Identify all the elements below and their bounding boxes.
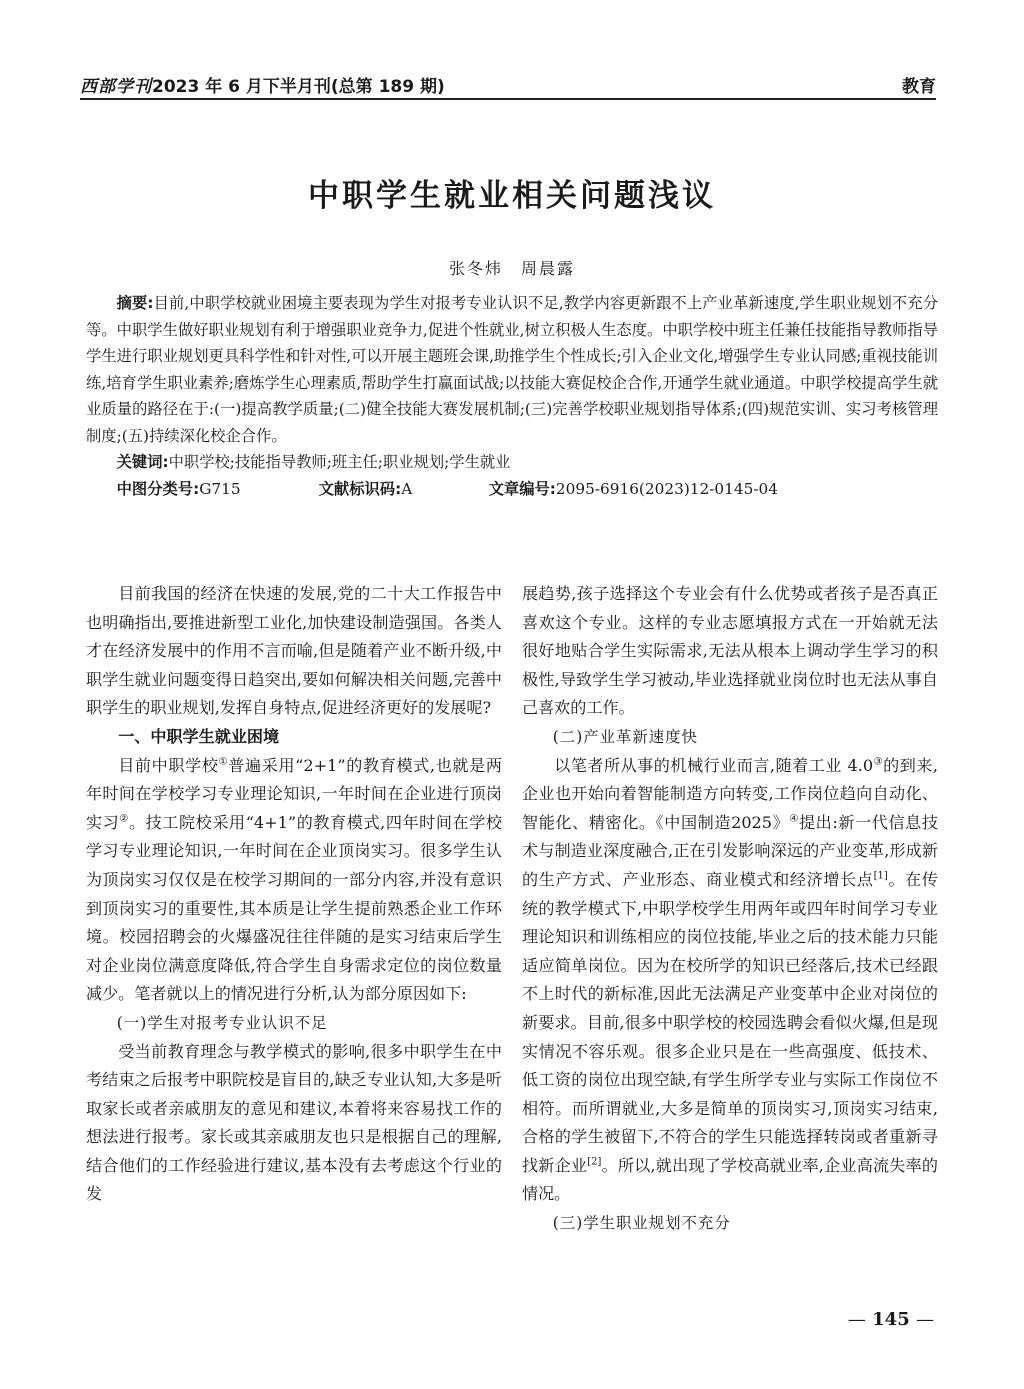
footnote-marker: ①	[218, 756, 229, 768]
body-paragraph: 受当前教育理念与教学模式的影响,很多中职学生在中考结束之后报考中职院校是盲目的,缺乏专业认知,大多是听取家长或者亲戚朋友的意见和建议,本着将来容易找工作的想法进行报考。家长或其亲戚朋友也只是根据自己的理解,结合他们的工作经验进行建议,基本没有去考虑这个行业的发	[86, 1041, 502, 1204]
body-paragraph: 目前我国的经济在快速的发展,党的二十大工作报告中也明确指出,要推进新型工业化,加快建设制造强国。各类人才在经济发展中的作用不言而喻,但是随着产业不断升级,中职学生就业问题变得日趋突出,要如何解决相关问题,完善中职学生的职业规划,发挥自身特点,促进经济更好的发展呢?	[86, 584, 502, 718]
journal-issue	[80, 72, 445, 97]
reference-marker: [1]	[873, 870, 888, 882]
body-paragraph: 目前中职学校①普遍采用“2+1”的教育模式,也就是两年时间在学校学习专业理论知识,一年时间在企业进行顶岗实习②。技工院校采用“4+1”的教育模式,四年时间在学校学习专业理论知识,一年时间在企业顶岗实习。很多学生认为顶岗实习仅仅是在校学习期间的一部分内容,并没有意识到顶岗实习的重要性,其本质是让学生提前熟悉企业工作环境。校园招聘会的火爆盛况往往伴随的是实习结束后学生对企业岗位满意度降低,符合学生自身需求定位的岗位数量减少。笔者就以上的情况进行分析,认为部分原因如下:	[86, 755, 503, 1004]
footnote-marker: ③	[873, 756, 884, 768]
body-column-right	[522, 580, 938, 1238]
section-label: 教育	[902, 77, 936, 97]
subsection-heading: (一)学生对报考专业认识不足	[116, 1013, 328, 1032]
doc-code-label: 文献标识码:	[318, 479, 402, 498]
header-divider	[80, 98, 936, 100]
body-column-left	[86, 580, 502, 1209]
footnote-marker: ④	[789, 813, 799, 825]
issue-info: 2023 年 6 月下半月刊(总第 189 期)	[152, 77, 445, 97]
clc-value: G715	[199, 479, 241, 498]
clc-label: 中图分类号:	[116, 479, 200, 498]
abstract-paragraph	[86, 290, 938, 449]
subsection-heading: (二)产业革新速度快	[552, 727, 698, 746]
keywords-text: 中职学校;技能指导教师;班主任;职业规划;学生就业	[168, 453, 511, 471]
journal-logo: 西部学刊	[80, 77, 152, 97]
article-authors: 张冬炜 周晨露	[448, 259, 575, 278]
article-title: 中职学生就业相关问题浅议	[308, 178, 716, 214]
doc-code-value: A	[401, 479, 413, 498]
keywords-line	[86, 449, 938, 476]
abstract-block	[86, 290, 938, 502]
classification-line	[86, 476, 938, 503]
abstract-label: 摘要:	[116, 294, 154, 312]
running-header	[80, 70, 936, 98]
page-number: — 145 —	[847, 1309, 934, 1330]
abstract-text: 目前,中职学校就业困境主要表现为学生对报考专业认识不足,教学内容更新跟不上产业革新速度,学生职业规划不充分等。中职学生做好职业规划有利于增强职业竞争力,促进个性就业,树立积极人生态度。中职学校中班主任兼任技能指导教师指导学生进行职业规划更具科学性和针对性,可以开展主题班会课,助推学生个性成长;引入企业文化,增强学生专业认同感;重视技能训练,培育学生职业素养;磨炼学生心理素质,帮助学生打赢面试战;以技能大赛促校企合作,开通学生就业通道。中职学校提高学生就业质量的路径在于:(一)提高教学质量;(二)健全技能大赛发展机制;(三)完善学校职业规划指导体系;(四)规范实训、实习考核管理制度;(五)持续深化校企合作。	[86, 294, 938, 445]
article-no-label: 文章编号:	[488, 479, 556, 498]
subsection-heading: (三)学生职业规划不充分	[552, 1214, 731, 1233]
reference-marker: [2]	[587, 1156, 602, 1168]
body-paragraph: 展趋势,孩子选择这个专业会有什么优势或者孩子是否真正喜欢这个专业。这样的专业志愿填报方式在一开始就无法很好地贴合学生实际需求,无法从根本上调动学生学习的积极性,导致学生学习被动,毕业选择就业岗位时也无法从事自己喜欢的工作。	[522, 584, 938, 718]
body-paragraph: 以笔者所从事的机械行业而言,随着工业 4.0③的到来,企业也开始向着智能制造方向转变,工作岗位趋向自动化、智能化、精密化。《中国制造2025》④提出:新一代信息技术与制造业深度融合,正在引发影响深远的产业变革,形成新的生产方式、产业形态、商业模式和经济增长点[1]。在传统的教学模式下,中职学校学生用两年或四年时间学习专业理论知识和训练相应的岗位技能,毕业之后的技术能力只能适应简单岗位。因为在校所学的知识已经落后,技术已经跟不上时代的新标准,因此无法满足产业变革中企业对岗位的新要求。目前,很多中职学校的校园选聘会看似火爆,但是现实情况不容乐观。很多企业只是在一些高强度、低技术、低工资的岗位出现空缺,有学生所学专业与实际工作岗位不相符。而所谓就业,大多是简单的顶岗实习,顶岗实习结束,合格的学生被留下,不符合的学生只能选择转岗或者重新寻找新企业[2]。所以,就出现了学校高就业率,企业高流失率的情况。	[522, 755, 939, 1204]
footnote-marker: ②	[119, 813, 129, 825]
keywords-label: 关键词:	[116, 453, 169, 471]
section-heading: 一、中职学生就业困境	[118, 726, 280, 746]
article-no-value: 2095-6916(2023)12-0145-04	[555, 479, 778, 498]
